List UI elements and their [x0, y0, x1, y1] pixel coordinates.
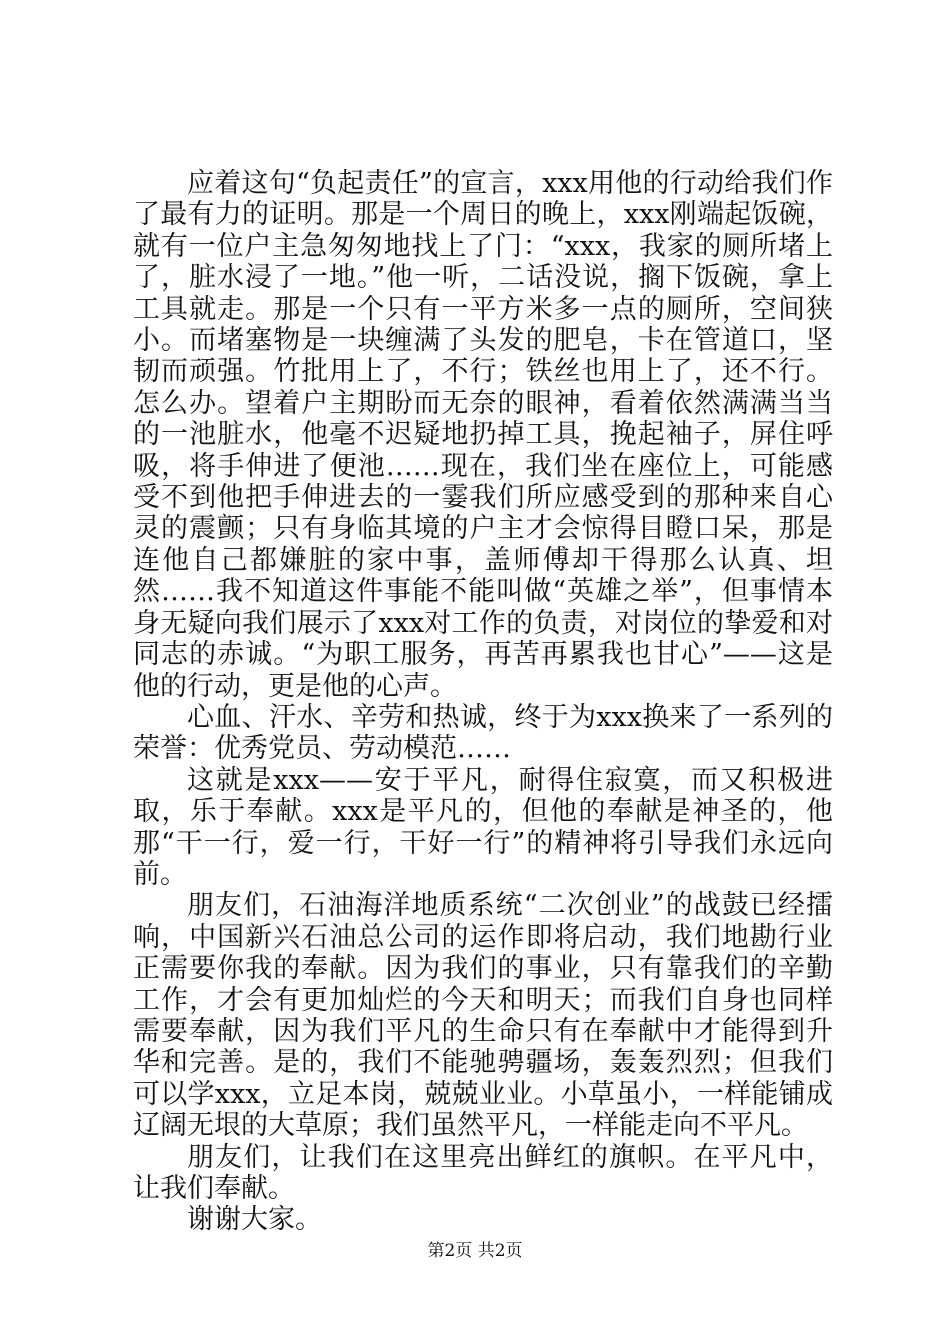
paragraph-1: 应着这句“负起责任”的宣言，xxx用他的行动给我们作了最有力的证明。那是一个周日的晚上，xxx刚端起饭碗，就有一位户主急匆匆地找上了门：“xxx，我家的厕所堵上了，脏水浸了一地。”他一听，二话没说，搁下饭碗，拿上工具就走。那是一个只有一平方米多一点的厕所，空间狭小。而堵塞物是一块缠满了头发的肥皂，卡在管道口，坚韧而顽强。竹批用上了，不行；铁丝也用上了，还不行。怎么办。望着户主期盼而无奈的眼神，看着依然满满当当的一池脏水，他毫不迟疑地扔掉工具，挽起袖子，屏住呼吸，将手伸进了便池……现在，我们坐在座位上，可能感受不到他把手伸进去的一霎我们所应感受到的那种来自心灵的震颤；只有身临其境的户主才会惊得目瞪口呆，那是连他自己都嫌脏的家中事，盖师傅却干得那么认真、坦然……我不知道这件事能不能叫做“英雄之举”，但事情本身无疑向我们展示了xxx对工作的负责，对岗位的挚爱和对同志的赤诚。“为职工服务，再苦再累我也甘心”——这是他的行动，更是他的心声。 — [133, 168, 833, 702]
paragraph-6: 谢谢大家。 — [187, 1204, 322, 1236]
paragraph-3: 这就是xxx——安于平凡，耐得住寂寞，而又积极进取，乐于奉献。xxx是平凡的，但他的奉献是神圣的，他那“干一行，爱一行，干好一行”的精神将引导我们永远向前。 — [133, 764, 833, 890]
document-body — [133, 168, 833, 1236]
paragraph-2: 心血、汗水、辛劳和热诚，终于为xxx换来了一系列的荣誉：优秀党员、劳动模范…… — [133, 701, 833, 765]
paragraph-5: 朋友们，让我们在这里亮出鲜红的旗帜。在平凡中，让我们奉献。 — [133, 1141, 833, 1204]
page-footer: 第2页 共2页 — [427, 1241, 523, 1261]
paragraph-4: 朋友们，石油海洋地质系统“二次创业”的战鼓已经擂响，中国新兴石油总公司的运作即将启动，我们地勘行业正需要你我的奉献。因为我们的事业，只有靠我们的辛勤工作，才会有更加灿烂的今天和明天；而我们自身也同样需要奉献，因为我们平凡的生命只有在奉献中才能得到升华和完善。是的，我们不能驰骋疆场，轰轰烈烈；但我们可以学xxx，立足本岗，兢兢业业。小草虽小，一样能铺成辽阔无垠的大草原；我们虽然平凡，一样能走向不平凡。 — [133, 890, 833, 1142]
